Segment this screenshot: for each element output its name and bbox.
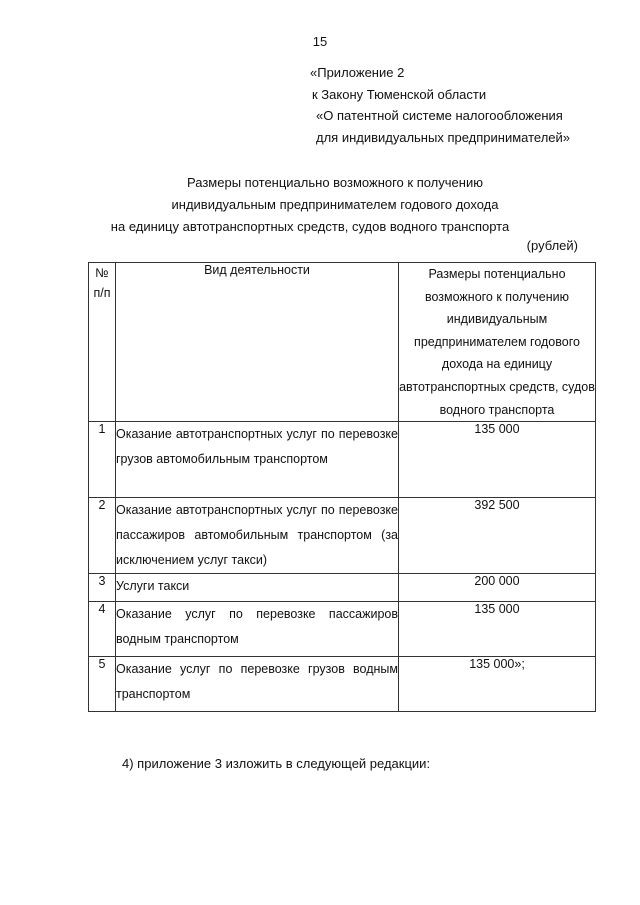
appendix-line-3: «О патентной системе налогообложения [316, 108, 563, 123]
row-value: 135 000 [399, 602, 596, 657]
table-row [89, 657, 596, 712]
appendix-line-4: для индивидуальных предпринимателей» [316, 129, 571, 145]
row-activity: Оказание услуг по перевозке пассажиров водным транспортом [116, 602, 399, 657]
document-title [80, 172, 590, 238]
row-value: 392 500 [399, 498, 596, 574]
row-number: 5 [89, 657, 116, 712]
title-line-3: на единицу автотранспортных средств, судов водного транспорта [110, 219, 510, 234]
row-number: 2 [89, 498, 116, 574]
footer-paragraph: 4) приложение 3 изложить в следующей редакции: [122, 756, 431, 771]
row-value: 135 000 [399, 422, 596, 498]
page-number: 15 [312, 34, 328, 49]
title-line-2: индивидуальным предпринимателем годового дохода [171, 197, 499, 212]
row-number: 1 [89, 422, 116, 498]
table-row [89, 422, 596, 498]
row-activity: Услуги такси [116, 574, 399, 602]
table-row [89, 574, 596, 602]
row-activity: Оказание автотранспортных услуг по перевозке пассажиров автомобильным транспортом (за исключением услуг такси) [116, 498, 399, 574]
table-row [89, 602, 596, 657]
table-row [89, 498, 596, 574]
unit-label: (рублей) [526, 238, 578, 253]
row-number: 4 [89, 602, 116, 657]
row-number: 3 [89, 574, 116, 602]
appendix-line-2: к Закону Тюменской области [312, 86, 487, 102]
row-value: 135 000»; [399, 657, 596, 712]
appendix-header [300, 62, 620, 148]
title-line-1: Размеры потенциально возможного к получению [187, 175, 483, 190]
header-value: Размеры потенциально возможного к получению индивидуальным предпринимателем годового дохода на единицу автотранспортных средств, судов водного транспорта [399, 263, 596, 422]
row-activity: Оказание услуг по перевозке грузов водным транспортом [116, 657, 399, 712]
header-activity: Вид деятельности [116, 263, 399, 422]
table-header-row [89, 263, 596, 422]
row-activity: Оказание автотранспортных услуг по перевозке грузов автомобильным транспортом [116, 422, 399, 498]
row-value: 200 000 [399, 574, 596, 602]
rates-table [88, 262, 596, 712]
header-number: № п/п [89, 263, 116, 422]
appendix-line-1: «Приложение 2 [310, 65, 405, 80]
